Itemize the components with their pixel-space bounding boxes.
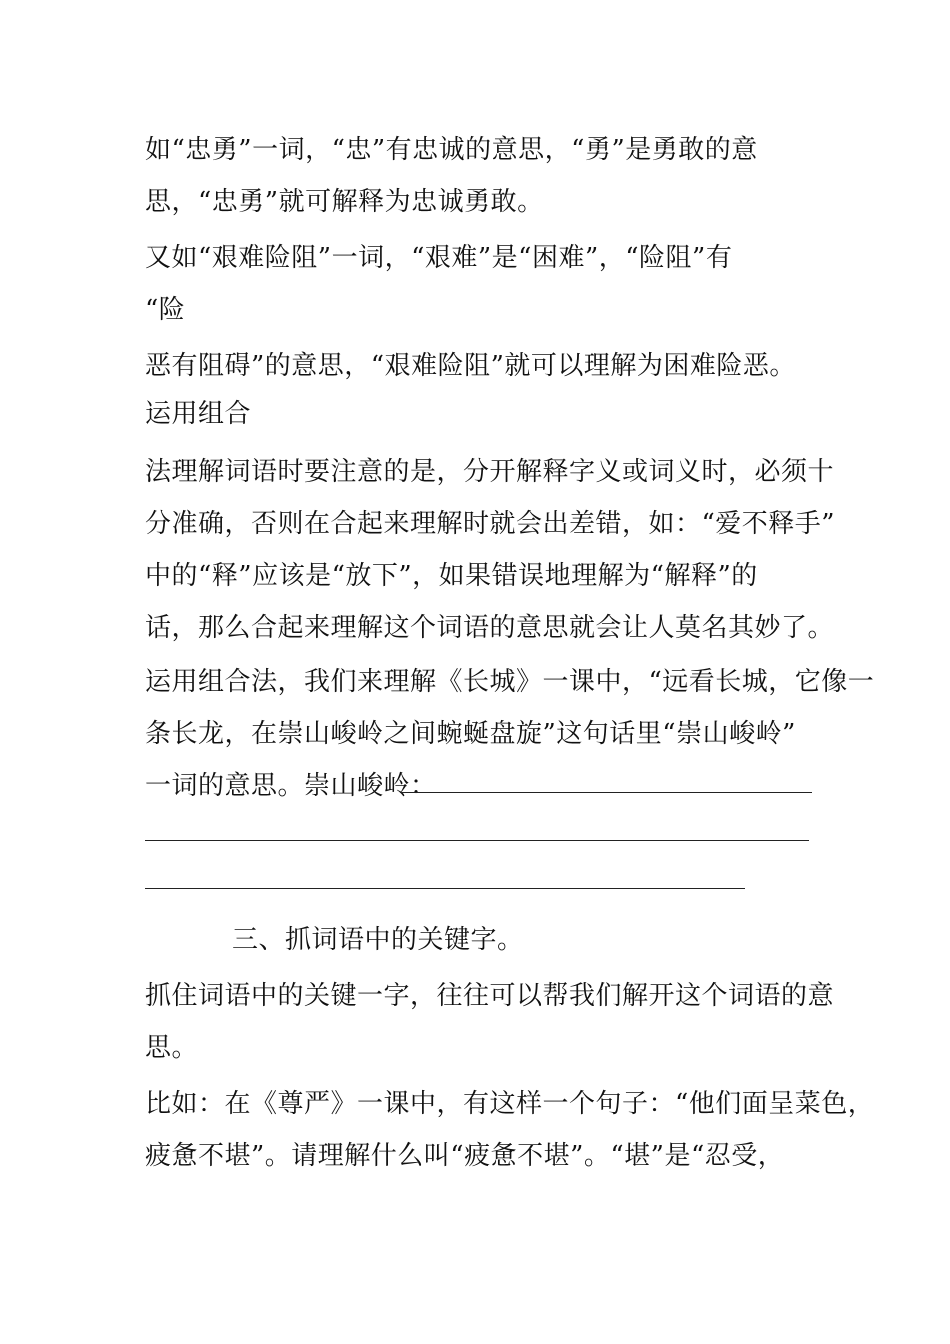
- answer-blank-line: [145, 888, 745, 889]
- text-line: 抓住词语中的关键一字，往往可以帮我们解开这个词语的意: [145, 981, 835, 1011]
- text-line: 条长龙，在崇山峻岭之间蜿蜒盘旋”这句话里“崇山峻岭”: [145, 719, 796, 749]
- text-line: “险: [145, 295, 186, 325]
- text-line: 一词的意思。崇山峻岭：: [145, 771, 437, 801]
- answer-blank-line: [145, 840, 809, 841]
- text-line: 法理解词语时要注意的是，分开解释字义或词义时，必须十: [145, 457, 835, 487]
- text-line: 又如“艰难险阻”一词，“艰难”是“困难”，“险阻”有: [145, 243, 733, 273]
- text-line: 话，那么合起来理解这个词语的意思就会让人莫名其妙了。: [145, 613, 835, 643]
- text-line: 分准确，否则在合起来理解时就会出差错，如：“爱不释手”: [145, 509, 836, 539]
- text-line: 思。: [145, 1033, 199, 1063]
- section-heading: 三、抓词语中的关键字。: [232, 925, 524, 955]
- text-line: 比如：在《尊严》一课中，有这样一个句子：“他们面呈菜色，: [145, 1089, 875, 1119]
- answer-blank-line: [400, 792, 812, 793]
- text-line: 运用组合法，我们来理解《长城》一课中，“远看长城，它像一: [145, 667, 875, 697]
- text-line: 如“忠勇”一词，“忠”有忠诚的意思，“勇”是勇敢的意: [145, 135, 758, 165]
- text-line: 运用组合: [145, 399, 252, 429]
- text-line: 疲惫不堪”。请理解什么叫“疲惫不堪”。“堪”是“忍受，: [145, 1141, 785, 1171]
- text-line: 中的“释”应该是“放下”，如果错误地理解为“解释”的: [145, 561, 758, 591]
- text-line: 思，“忠勇”就可解释为忠诚勇敢。: [145, 187, 544, 217]
- text-line: 恶有阻碍”的意思，“艰难险阻”就可以理解为困难险恶。: [145, 351, 796, 381]
